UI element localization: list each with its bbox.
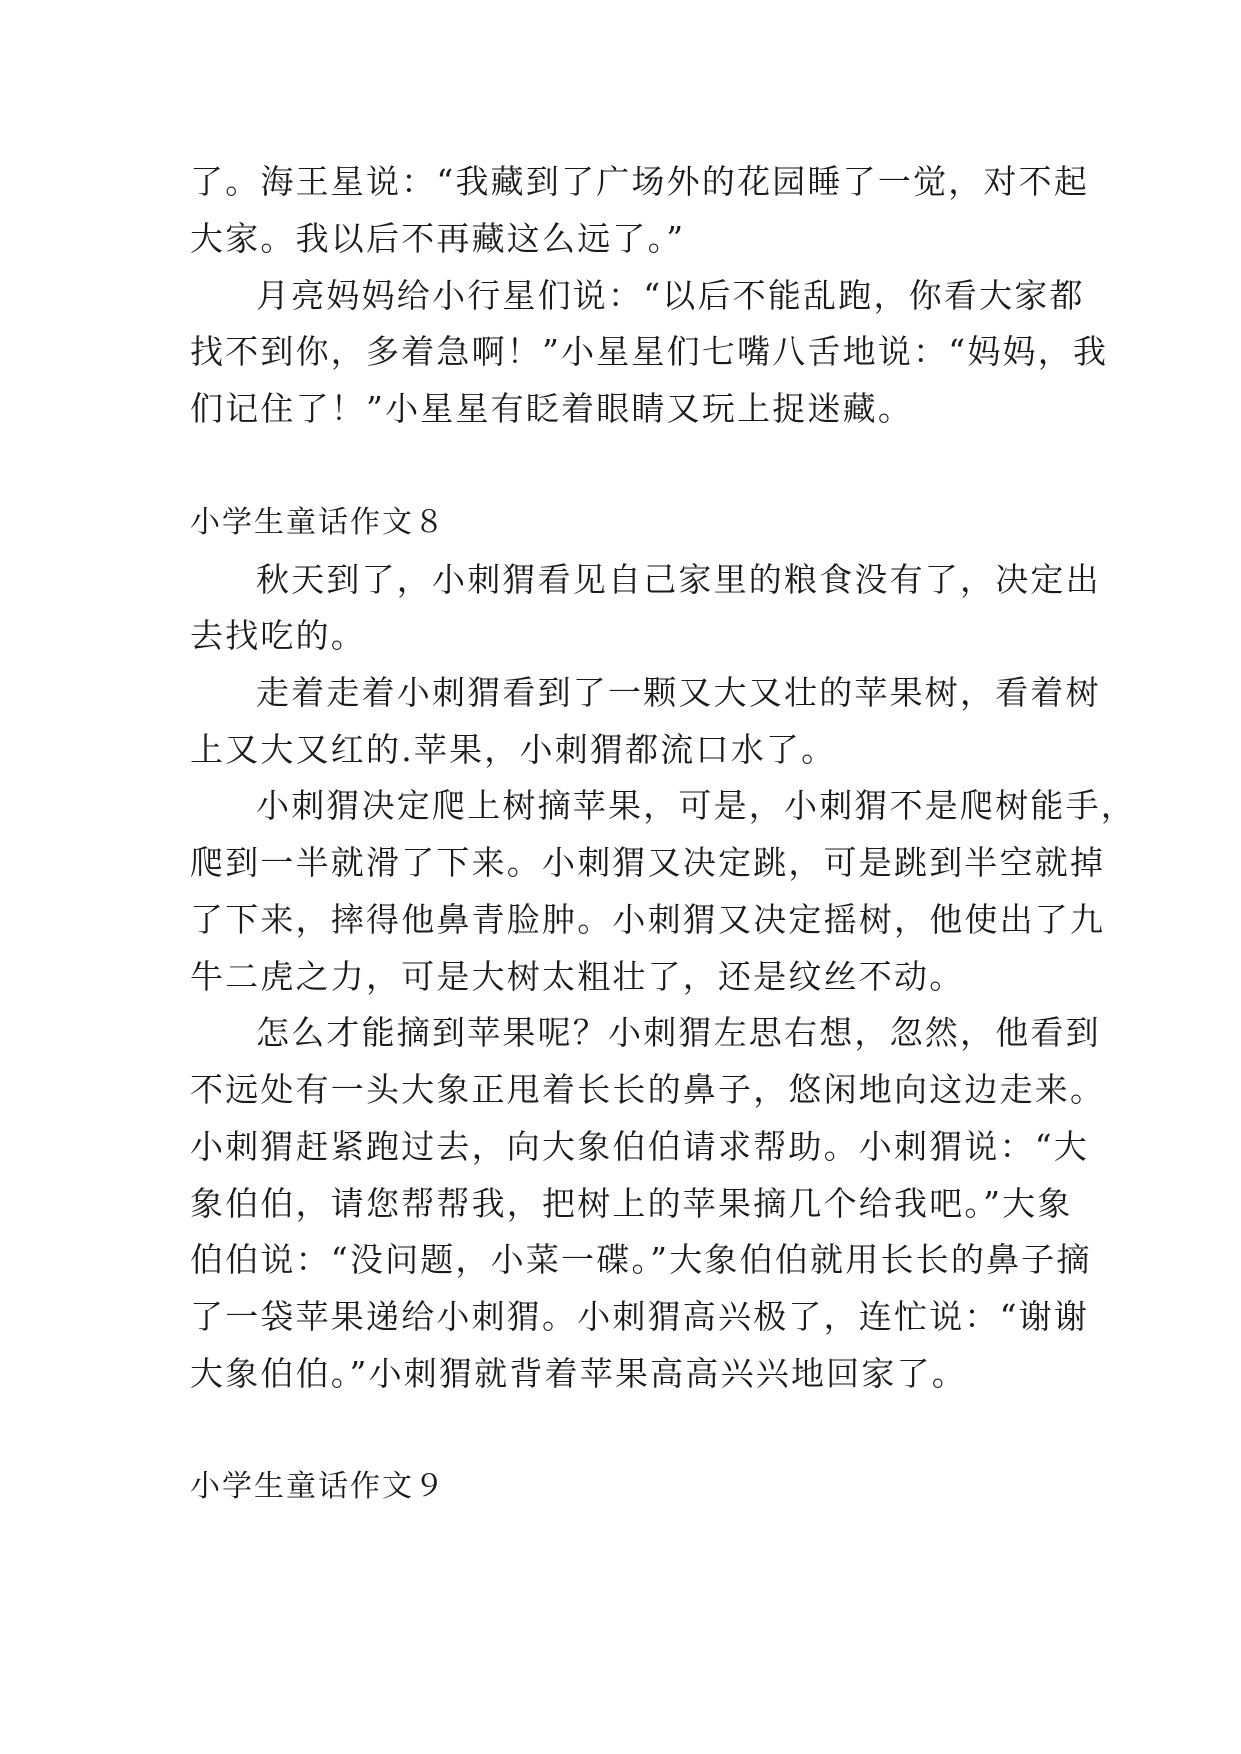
paragraph-line: 不远处有一头大象正甩着长长的鼻子，悠闲地向这边走来。: [190, 1070, 1106, 1109]
section-heading: 小学生童话作文９: [190, 1469, 446, 1504]
paragraph-line: 象伯伯，请您帮帮我，把树上的苹果摘几个给我吧。”大象: [190, 1184, 1073, 1223]
paragraph-line: 伯伯说：“没问题，小菜一碟。”大象伯伯就用长长的鼻子摘: [190, 1240, 1092, 1279]
paragraph-line: 爬到一半就滑了下来。小刺猬又决定跳，可是跳到半空就掉: [190, 843, 1106, 882]
paragraph-line: 们记住了！”小星星有眨着眼睛又玩上捉迷藏。: [190, 389, 914, 428]
paragraph-line: 了。海王星说：“我藏到了广场外的花园睡了一觉，对不起: [190, 162, 1090, 201]
paragraph-line: 小刺猬赶紧跑过去，向大象伯伯请求帮助。小刺猬说：“大: [190, 1127, 1090, 1166]
paragraph-line: 上又大又红的.苹果，小刺猬都流口水了。: [190, 730, 837, 769]
paragraph-line: 小刺猬决定爬上树摘苹果，可是，小刺猬不是爬树能手，: [256, 786, 1136, 825]
paragraph-line: 了下来，摔得他鼻青脸肿。小刺猬又决定摇树，他使出了九: [190, 900, 1106, 939]
paragraph-line: 找不到你，多着急啊！”小星星们七嘴八舌地说：“妈妈，我: [190, 332, 1109, 371]
paragraph-line: 牛二虎之力，可是大树太粗壮了，还是纹丝不动。: [190, 957, 965, 996]
paragraph-line: 走着走着小刺猬看到了一颗又大又壮的苹果树，看着树: [256, 673, 1101, 712]
paragraph-line: 怎么才能摘到苹果呢？小刺猬左思右想，忽然，他看到: [256, 1013, 1101, 1052]
paragraph-line: 大家。我以后不再藏这么远了。”: [190, 219, 686, 258]
paragraph-line: 大象伯伯。”小刺猬就背着苹果高高兴兴地回家了。: [190, 1354, 967, 1393]
paragraph-line: 去找吃的。: [190, 616, 366, 655]
paragraph-line: 秋天到了，小刺猬看见自己家里的粮食没有了，决定出: [256, 560, 1101, 599]
paragraph-line: 了一袋苹果递给小刺猬。小刺猬高兴极了，连忙说：“谢谢: [190, 1297, 1090, 1336]
section-heading: 小学生童话作文８: [190, 505, 446, 540]
paragraph-line: 月亮妈妈给小行星们说：“以后不能乱跑，你看大家都: [256, 276, 1085, 315]
